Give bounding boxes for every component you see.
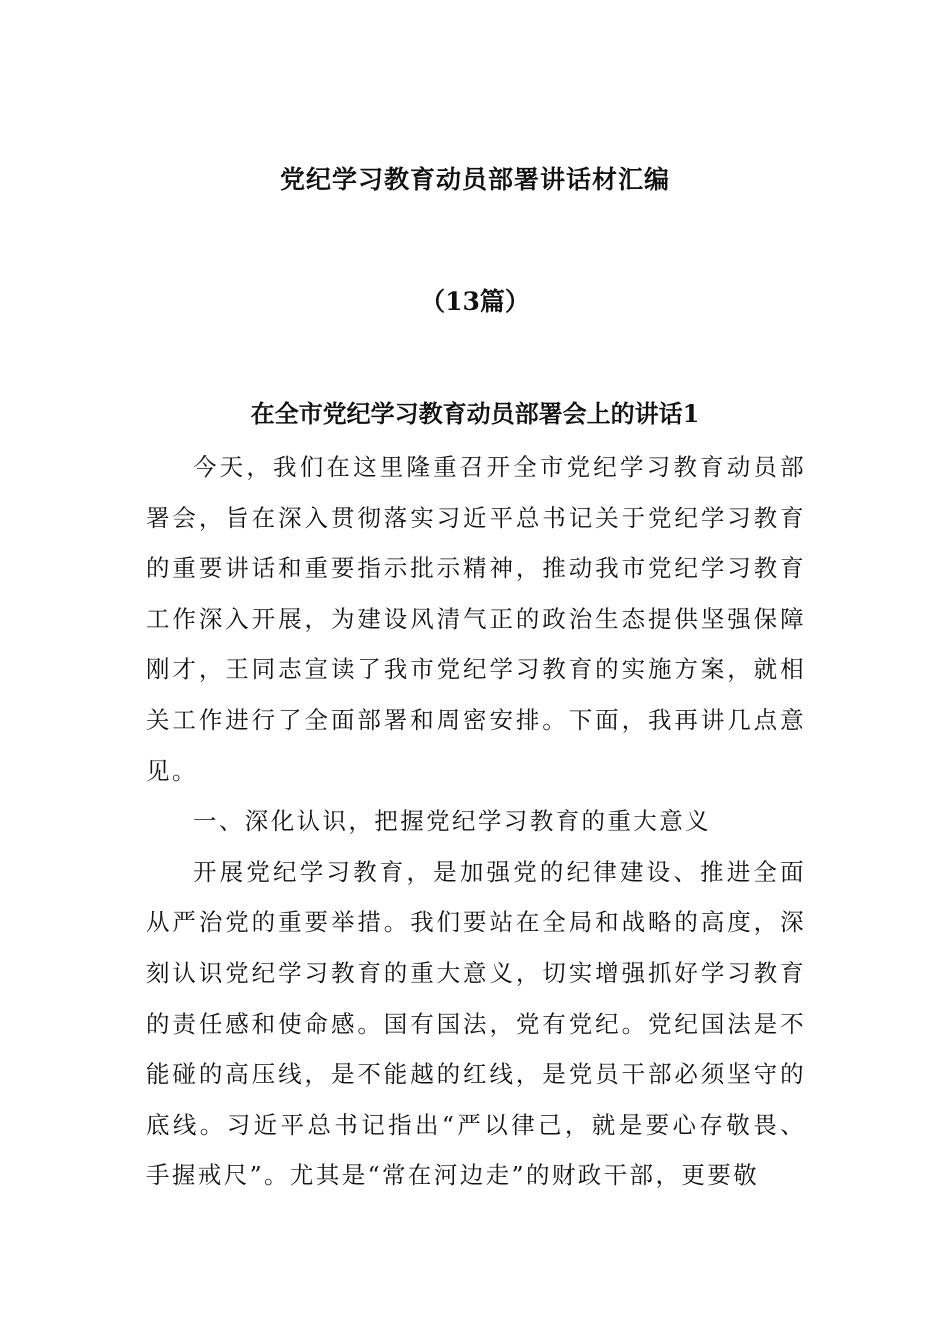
document-title: 党纪学习教育动员部署讲话材汇编: [279, 165, 670, 194]
body-text: [146, 442, 806, 1201]
paragraph-intro: 今天，我们在这里隆重召开全市党纪学习教育动员部署会，旨在深入贯彻落实习近平总书记关于党纪学习教育的重要讲话和重要指示批示精神，推动我市党纪学习教育工作深入开展，为建设风清气正的政治生态提供坚强保障刚才，王同志宣读了我市党纪学习教育的实施方案，就相关工作进行了全面部署和周密安排。下面，我再讲几点意见。: [146, 453, 806, 785]
document-subtitle: （13篇）: [420, 287, 530, 316]
paragraph-section-1: 开展党纪学习教育，是加强党的纪律建设、推进全面从严治党的重要举措。我们要站在全局和战略的高度，深刻认识党纪学习教育的重大意义，切实增强抓好学习教育的责任感和使命感。国有国法，党有党纪。党纪国法是不能碰的高压线，是不能越的红线，是党员干部必须坚守的底线。习近平总书记指出“严以律己，就是要心存敬畏、手握戒尺”。尤其是“常在河边走”的财政干部，更要敬: [146, 857, 806, 1190]
section-heading-1: 一、深化认识，把握党纪学习教育的重大意义: [193, 807, 711, 836]
speech-title: 在全市党纪学习教育动员部署会上的讲话1: [250, 399, 700, 428]
